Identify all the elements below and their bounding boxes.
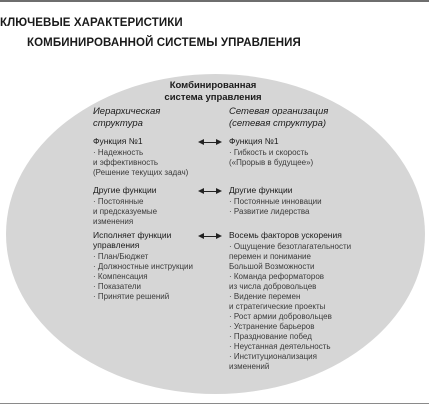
right-function-1-title: Функция №1 [229, 136, 279, 146]
left-management-item: · Должностные инструкции [93, 262, 193, 271]
right-function-1-item: · Гибкость и скорость [229, 148, 309, 157]
arrow-right-head-icon [216, 233, 222, 239]
bottom-rule [0, 403, 429, 404]
left-function-1-title: Функция №1 [93, 136, 143, 146]
right-heading-line-2: (сетевая структура) [229, 118, 327, 129]
left-management-item: · Показатели [93, 282, 141, 291]
left-other-functions-item: · Постоянные [93, 197, 144, 206]
left-other-functions-item: и предсказуемые [93, 207, 158, 216]
bidirectional-arrow-function-1 [198, 139, 222, 146]
bidirectional-arrow-other-functions [198, 188, 222, 195]
right-accelerator-item: и стратегические проекты [229, 302, 326, 311]
left-heading-line-2: структура [93, 118, 143, 129]
left-function-1-item: (Решение текущих задач) [93, 168, 189, 177]
right-accelerator-item: перемен и понимание [229, 252, 311, 261]
right-accelerator-item: · Видение перемен [229, 292, 301, 301]
arrow-right-head-icon [216, 139, 222, 145]
right-accelerator-item: · Ощущение безотлагательности [229, 242, 352, 251]
right-other-functions-item: · Развитие лидерства [229, 207, 310, 216]
right-other-functions-item: · Постоянные инновации [229, 197, 322, 206]
right-accelerator-item: изменений [229, 362, 270, 371]
left-management-item: · План/Бюджет [93, 252, 149, 261]
page-title-line-1: КЛЮЧЕВЫЕ ХАРАКТЕРИСТИКИ [0, 17, 183, 29]
right-accelerator-item: · Рост армии добровольцев [229, 312, 332, 321]
bidirectional-arrow-management-accelerators [198, 233, 222, 240]
arrow-right-head-icon [216, 188, 222, 194]
right-accelerator-item: · Устранение барьеров [229, 322, 315, 331]
page-title-line-2: КОМБИНИРОВАННОЙ СИСТЕМЫ УПРАВЛЕНИЯ [27, 37, 301, 49]
right-accelerator-item: из числа добровольцев [229, 282, 317, 291]
center-heading-line-2: система управления [164, 92, 262, 103]
left-heading-line-1: Иерархическая [93, 106, 161, 117]
right-accelerator-item: Большой Возможности [229, 262, 315, 271]
left-other-functions-item: изменения [93, 217, 134, 226]
left-management-title-line-2: управления [93, 240, 140, 250]
top-rule [0, 0, 429, 2]
left-management-title-line-1: Исполняет функции [93, 230, 172, 240]
left-management-item: · Компенсация [93, 272, 148, 281]
left-management-item: · Принятие решений [93, 292, 170, 301]
right-accelerator-item: · Институционализация [229, 352, 317, 361]
right-accelerators-title: Восемь факторов ускорения [229, 230, 342, 240]
center-heading-line-1: Комбинированная [169, 80, 257, 91]
right-function-1-item: («Прорыв в будущее») [229, 158, 314, 167]
right-accelerator-item: · Команда реформаторов [229, 272, 325, 281]
left-other-functions-title: Другие функции [93, 185, 157, 195]
right-other-functions-title: Другие функции [229, 185, 293, 195]
left-function-1-item: и эффективность [93, 158, 159, 167]
left-function-1-item: · Надежность [93, 148, 144, 157]
right-accelerator-item: · Празднование побед [229, 332, 312, 341]
right-heading-line-1: Сетевая организация [229, 106, 329, 117]
right-accelerator-item: · Неустанная деятельность [229, 342, 331, 351]
